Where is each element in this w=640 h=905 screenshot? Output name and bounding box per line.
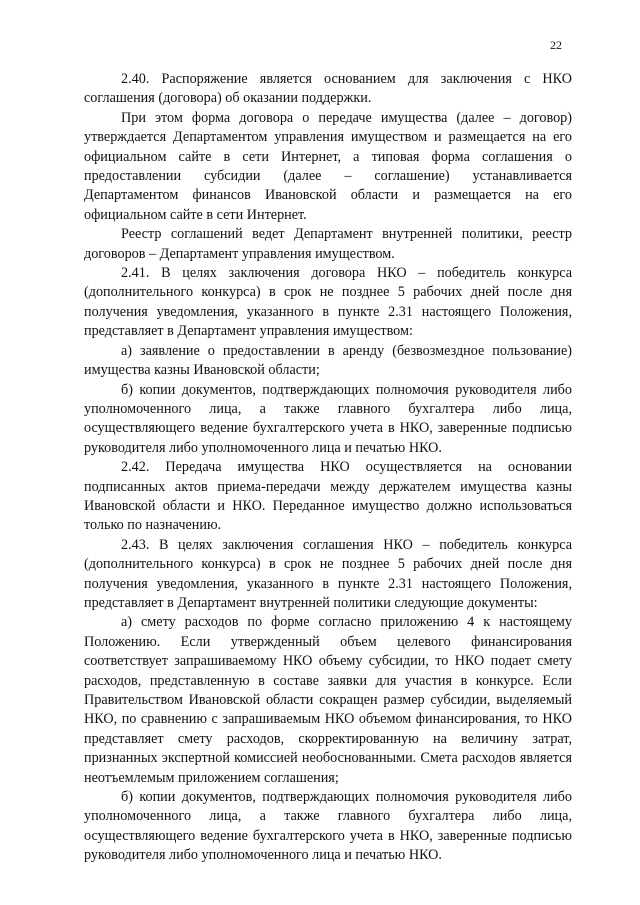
page-number: 22	[550, 38, 562, 52]
paragraph-2-43-b: б) копии документов, подтверждающих полномочия руководителя либо уполномоченного лица, а также главного бухгалтера либо лица, осуществляющего ведение бухгалтерского учета в НКО, заверенные подписью руководителя либо уполномоченного лица и печатью НКО.	[84, 789, 572, 864]
paragraph-contract-form: При этом форма договора о передаче имущества (далее – договор) утверждается Департаментом управления имуществом и размещается на его официальном сайте в сети Интернет, а типовая форма соглашения о предоставлении субсидии (далее – соглашение) устанавливается Департаментом финансов Ивановской области и размещается на его официальном сайте в сети Интернет.	[84, 109, 572, 223]
paragraph-registry: Реестр соглашений ведет Департамент внутренней политики, реестр договоров – Департамент управления имуществом.	[84, 226, 572, 262]
paragraph-2-41-a: а) заявление о предоставлении в аренду (безвозмездное пользование) имущества казны Ивановской области;	[84, 342, 572, 379]
paragraph-2-41-b: б) копии документов, подтверждающих полномочия руководителя либо уполномоченного лица, а также главного бухгалтера либо лица, осуществляющего ведение бухгалтерского учета в НКО, заверенные подписью руководителя либо уполномоченного лица и печатью НКО.	[84, 381, 572, 456]
paragraph-2-40: 2.40. Распоряжение является основанием для заключения с НКО соглашения (договора) об оказании поддержки.	[84, 71, 572, 107]
document-body	[84, 70, 572, 866]
paragraph-2-42: 2.42. Передача имущества НКО осуществляется на основании подписанных актов приема-передачи между держателем имущества казны Ивановской области и НКО. Переданное имущество должно использоваться только по назначению.	[84, 459, 572, 534]
paragraph-2-43-a: а) смету расходов по форме согласно приложению 4 к настоящему Положению. Если утвержденный объем целевого финансирования соответствует запрашиваемому НКО объему субсидии, то НКО подает смету расходов, представленную в составе заявки для участия в конкурсе. Если Правительством Ивановской области сокращен размер субсидии, выделяемый НКО, по сравнению с запрашиваемым НКО объемом финансирования, то НКО представляет смету расходов, скорректированную на величину затрат, признанных экспертной комиссией необоснованными. Смета расходов является неотъемлемым приложением соглашения;	[84, 614, 572, 786]
paragraph-2-43: 2.43. В целях заключения соглашения НКО – победитель конкурса (дополнительного конкурса) в срок не позднее 5 рабочих дней после дня получения уведомления, указанного в пункте 2.31 настоящего Положения, представляет в Департамент внутренней политики следующие документы:	[84, 536, 572, 611]
paragraph-2-41: 2.41. В целях заключения договора НКО – победитель конкурса (дополнительного конкурса) в срок не позднее 5 рабочих дней после дня получения уведомления, указанного в пункте 2.31 настоящего Положения, представляет в Департамент управления имуществом:	[84, 265, 572, 340]
